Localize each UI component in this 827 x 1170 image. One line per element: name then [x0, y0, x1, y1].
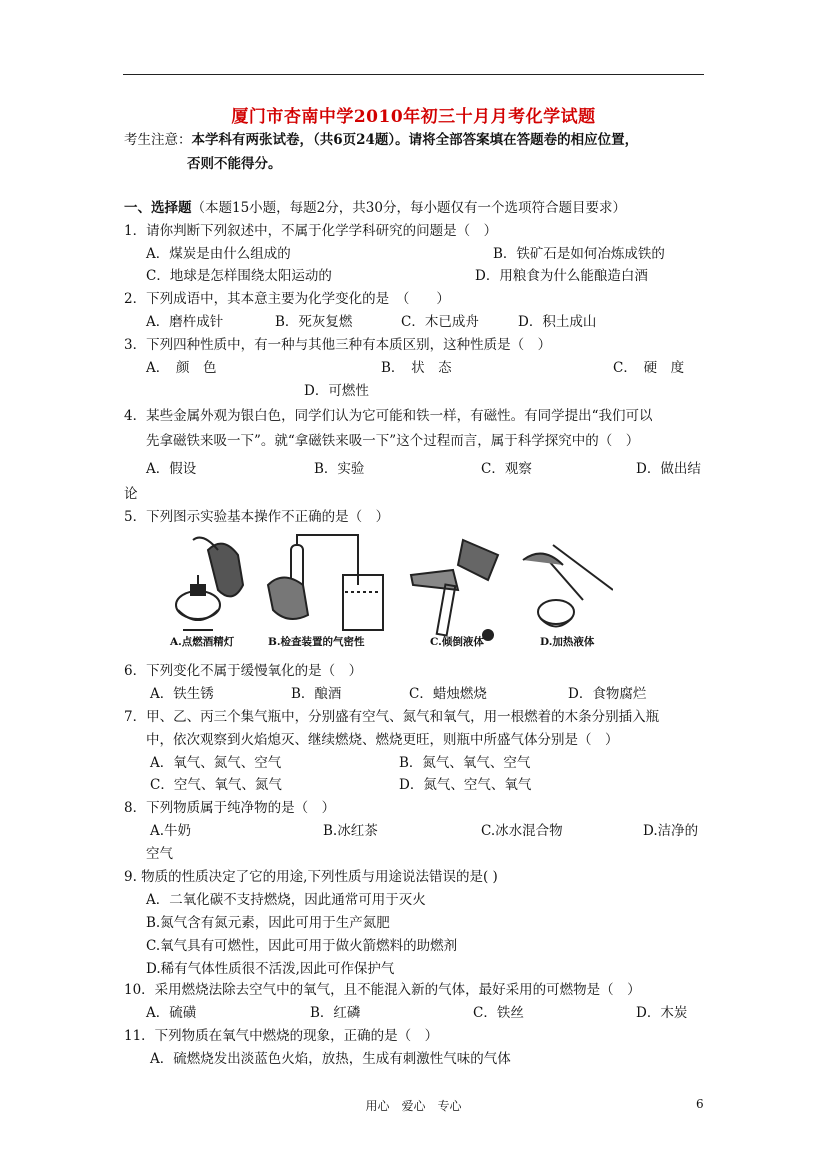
- question-stem: 9. 物质的性质决定了它的用途,下列性质与用途说法错误的是( ): [124, 869, 498, 885]
- question-stem: 8．下列物质属于纯净物的是（ ）: [124, 800, 336, 816]
- option: C.冰水混合物: [481, 823, 563, 839]
- question-stem: 3．下列四种性质中，有一种与其他三种有本质区别，这种性质是（ ）: [124, 337, 552, 353]
- option: D.稀有气体性质很不活泼,因此可作保护气: [146, 961, 395, 977]
- option: D．食物腐烂: [568, 686, 647, 702]
- question-stem: 1．请你判断下列叙述中，不属于化学学科研究的问题是（ ）: [124, 223, 498, 239]
- option: B．酿酒: [291, 686, 342, 702]
- question-stem-cont: 中，依次观察到火焰熄灭、继续燃烧、燃烧更旺，则瓶中所盛气体分别是（ ）: [146, 732, 619, 748]
- notice-line2: 否则不能得分。: [187, 156, 282, 172]
- option: A．硫燃烧发出淡蓝色火焰，放热，生成有刺激性气味的气体: [150, 1051, 511, 1067]
- option: B．实验: [314, 461, 365, 477]
- figure-caption: C.倾倒液体: [430, 636, 484, 648]
- question-stem: 10．采用燃烧法除去空气中的氧气，且不能混入新的气体，最好采用的可燃物是（ ）: [124, 982, 641, 998]
- airtightness-illustration: [268, 535, 383, 630]
- pouring-liquid-illustration: [411, 540, 498, 640]
- option: A． 颜 色: [146, 360, 217, 376]
- figure-caption: B.检查装置的气密性: [268, 636, 365, 648]
- option: A．煤炭是由什么组成的: [146, 246, 291, 262]
- option: C．观察: [481, 461, 532, 477]
- option: A.牛奶: [150, 823, 192, 839]
- alcohol-lamp-illustration: [176, 538, 243, 630]
- option: A．硫磺: [146, 1005, 197, 1021]
- heating-liquid-illustration: [523, 545, 613, 627]
- option: A．假设: [146, 461, 197, 477]
- option: B． 状 态: [381, 360, 452, 376]
- section-title: 一、选择题: [124, 200, 192, 216]
- option-wrap: 论: [124, 486, 138, 502]
- option: D．可燃性: [304, 383, 369, 399]
- option: B．红磷: [310, 1005, 361, 1021]
- option-wrap: 空气: [146, 846, 173, 862]
- option: C． 硬 度: [613, 360, 685, 376]
- page-footer: 用心 爱心 专心: [365, 1099, 462, 1113]
- option: A．铁生锈: [150, 686, 214, 702]
- option: A．氧气、氮气、空气: [150, 755, 282, 771]
- section-desc: （本题15小题，每题2分，共30分，每小题仅有一个选项符合题目要求）: [191, 200, 626, 216]
- section-heading: [124, 199, 626, 217]
- option: A．二氧化碳不支持燃烧，因此通常可用于灭火: [146, 892, 426, 908]
- option: A．磨杵成针: [146, 314, 224, 330]
- option: C．空气、氧气、氮气: [150, 777, 282, 793]
- option: C．地球是怎样围绕太阳运动的: [146, 268, 332, 284]
- option: C．铁丝: [473, 1005, 524, 1021]
- option: B.冰红茶: [323, 823, 378, 839]
- option: B.氮气含有氮元素，因此可用于生产氮肥: [146, 915, 390, 931]
- option: D．氮气、空气、氧气: [399, 777, 532, 793]
- question-stem: 11．下列物质在氧气中燃烧的现象，正确的是（ ）: [124, 1028, 439, 1044]
- page-number: 6: [696, 1097, 704, 1111]
- notice-label: 考生注意：: [124, 132, 192, 148]
- question-stem: 6．下列变化不属于缓慢氧化的是（ ）: [124, 663, 363, 679]
- option: B．死灰复燃: [275, 314, 353, 330]
- question-stem-cont: 先拿磁铁来吸一下”。就“拿磁铁来吸一下”这个过程而言，属于科学探究中的（ ）: [146, 433, 640, 449]
- option: D．木炭: [636, 1005, 688, 1021]
- question-stem: 2．下列成语中，其本意主要为化学变化的是 （ ）: [124, 291, 450, 307]
- option: D．用粮食为什么能酿造白酒: [475, 268, 648, 284]
- question-stem: 4．某些金属外观为银白色，同学们认为它可能和铁一样，有磁性。有同学提出“我们可以: [124, 408, 653, 424]
- question-stem: 5．下列图示实验基本操作不正确的是（ ）: [124, 509, 390, 525]
- notice: [124, 131, 638, 149]
- header-rule: [123, 74, 704, 75]
- option: D．做出结: [636, 461, 701, 477]
- question-stem: 7．甲、乙、丙三个集气瓶中，分别盛有空气、氮气和氧气，用一根燃着的木条分别插入瓶: [124, 709, 660, 725]
- option: C．木已成舟: [401, 314, 479, 330]
- figure-caption: A.点燃酒精灯: [170, 636, 235, 648]
- notice-line1: 本学科有两张试卷，（共6页24题）。请将全部答案填在答题卷的相应位置，: [191, 132, 639, 148]
- figure-caption: D.加热液体: [540, 636, 595, 648]
- option: D.洁净的: [643, 823, 699, 839]
- option: D．积土成山: [518, 314, 597, 330]
- option: B．铁矿石是如何冶炼成铁的: [493, 246, 665, 262]
- page-title: 厦门市杏南中学2010年初三十月月考化学试题: [231, 107, 596, 127]
- option: C．蜡烛燃烧: [409, 686, 487, 702]
- option: C.氧气具有可燃性，因此可用于做火箭燃料的助燃剂: [146, 938, 458, 954]
- option: B．氮气、氧气、空气: [399, 755, 531, 771]
